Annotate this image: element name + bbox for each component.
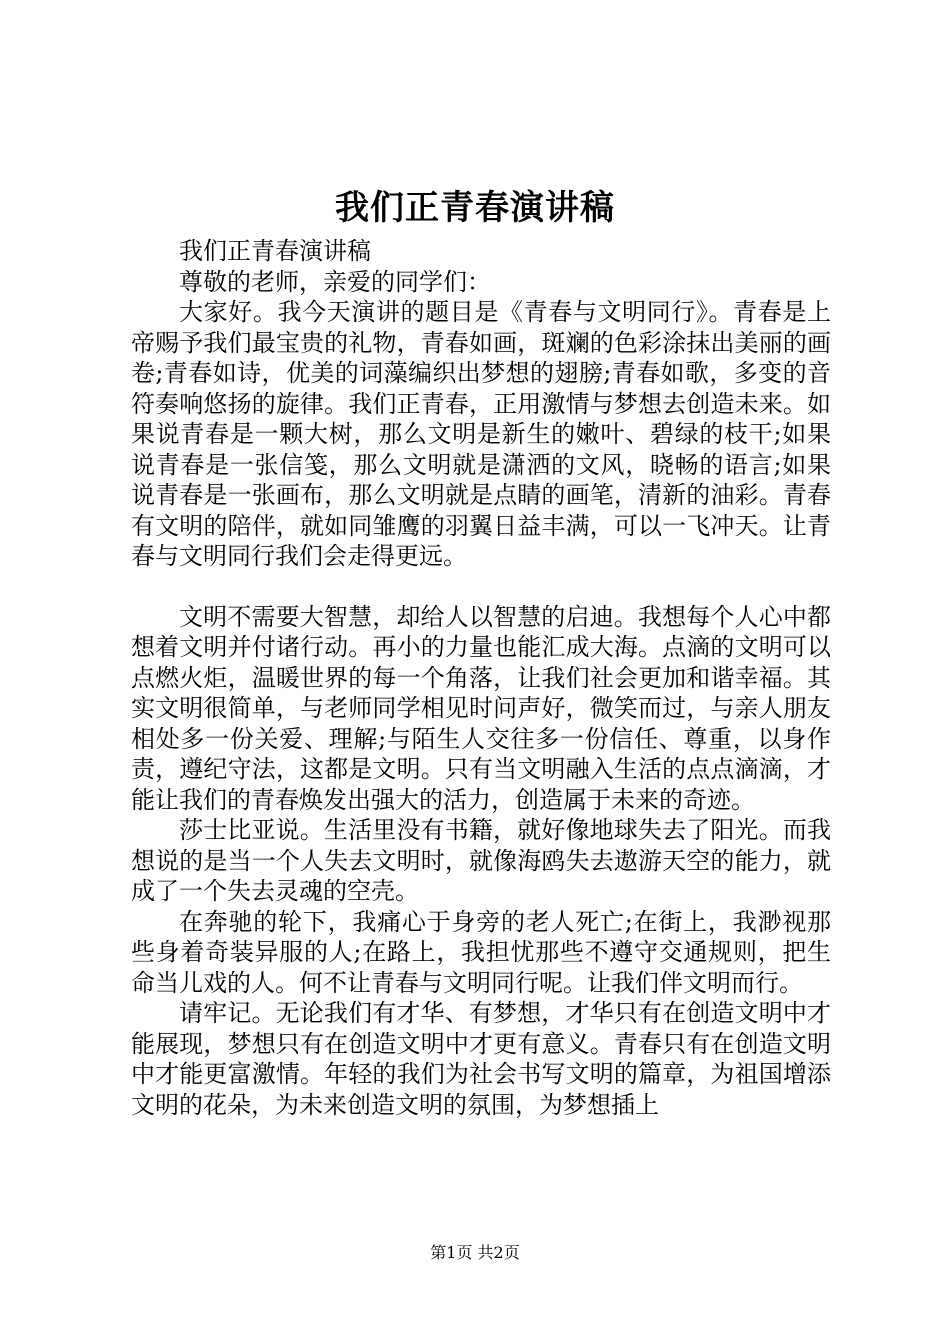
- document-body: [131, 236, 831, 1120]
- page-footer: 第1页 共2页: [430, 1243, 520, 1262]
- paragraph-subtitle: 我们正青春演讲稿: [179, 237, 371, 265]
- paragraph-conclusion: 请牢记。无论我们有才华、有梦想，才华只有在创造文明中才能展现，梦想只有在创造文明中才更有意义。青春只有在创造文明中才能更富激情。年轻的我们为社会书写文明的篇章，为祖国增添文明的花朵，为未来创造文明的氛围，为梦想插上: [131, 999, 831, 1119]
- document-title: 我们正青春演讲稿: [335, 188, 615, 228]
- paragraph-salutation: 尊敬的老师，亲爱的同学们：: [179, 267, 491, 296]
- paragraph-intro: 大家好。我今天演讲的题目是《青春与文明同行》。青春是上帝赐予我们最宝贵的礼物，青春如画，斑斓的色彩涂抹出美丽的画卷;青春如诗，优美的词藻编织出梦想的翅膀;青春如歌，多变的音符奏响悠扬的旋律。我们正青春，正用激情与梦想去创造未来。如果说青春是一颗大树，那么文明是新生的嫩叶、碧绿的枝干;如果说青春是一张信笺，那么文明就是潇洒的文风，晓畅的语言;如果说青春是一张画布，那么文明就是点睛的画笔，清新的油彩。青春有文明的陪伴，就如同雏鹰的羽翼日益丰满，可以一飞冲天。让青春与文明同行我们会走得更远。: [131, 298, 831, 570]
- paragraph-shakespeare: 莎士比亚说。生活里没有书籍，就好像地球失去了阳光。而我想说的是当一个人失去文明时，就像海鸥失去遨游天空的能力，就成了一个失去灵魂的空壳。: [131, 816, 831, 905]
- paragraph-civilization: 文明不需要大智慧，却给人以智慧的启迪。我想每个人心中都想着文明并付诸行动。再小的力量也能汇成大海。点滴的文明可以点燃火炬，温暖世界的每一个角落，让我们社会更加和谐幸福。其实文明很简单，与老师同学相见时问声好，微笑而过，与亲人朋友相处多一份关爱、理解;与陌生人交往多一份信任、尊重，以身作责，遵纪守法，这都是文明。只有当文明融入生活的点点滴滴，才能让我们的青春焕发出强大的活力，创造属于未来的奇迹。: [131, 602, 831, 814]
- paragraph-observations: 在奔驰的轮下，我痛心于身旁的老人死亡;在街上，我渺视那些身着奇装异服的人;在路上，我担忧那些不遵守交通规则，把生命当儿戏的人。何不让青春与文明同行呢。让我们伴文明而行。: [131, 907, 831, 997]
